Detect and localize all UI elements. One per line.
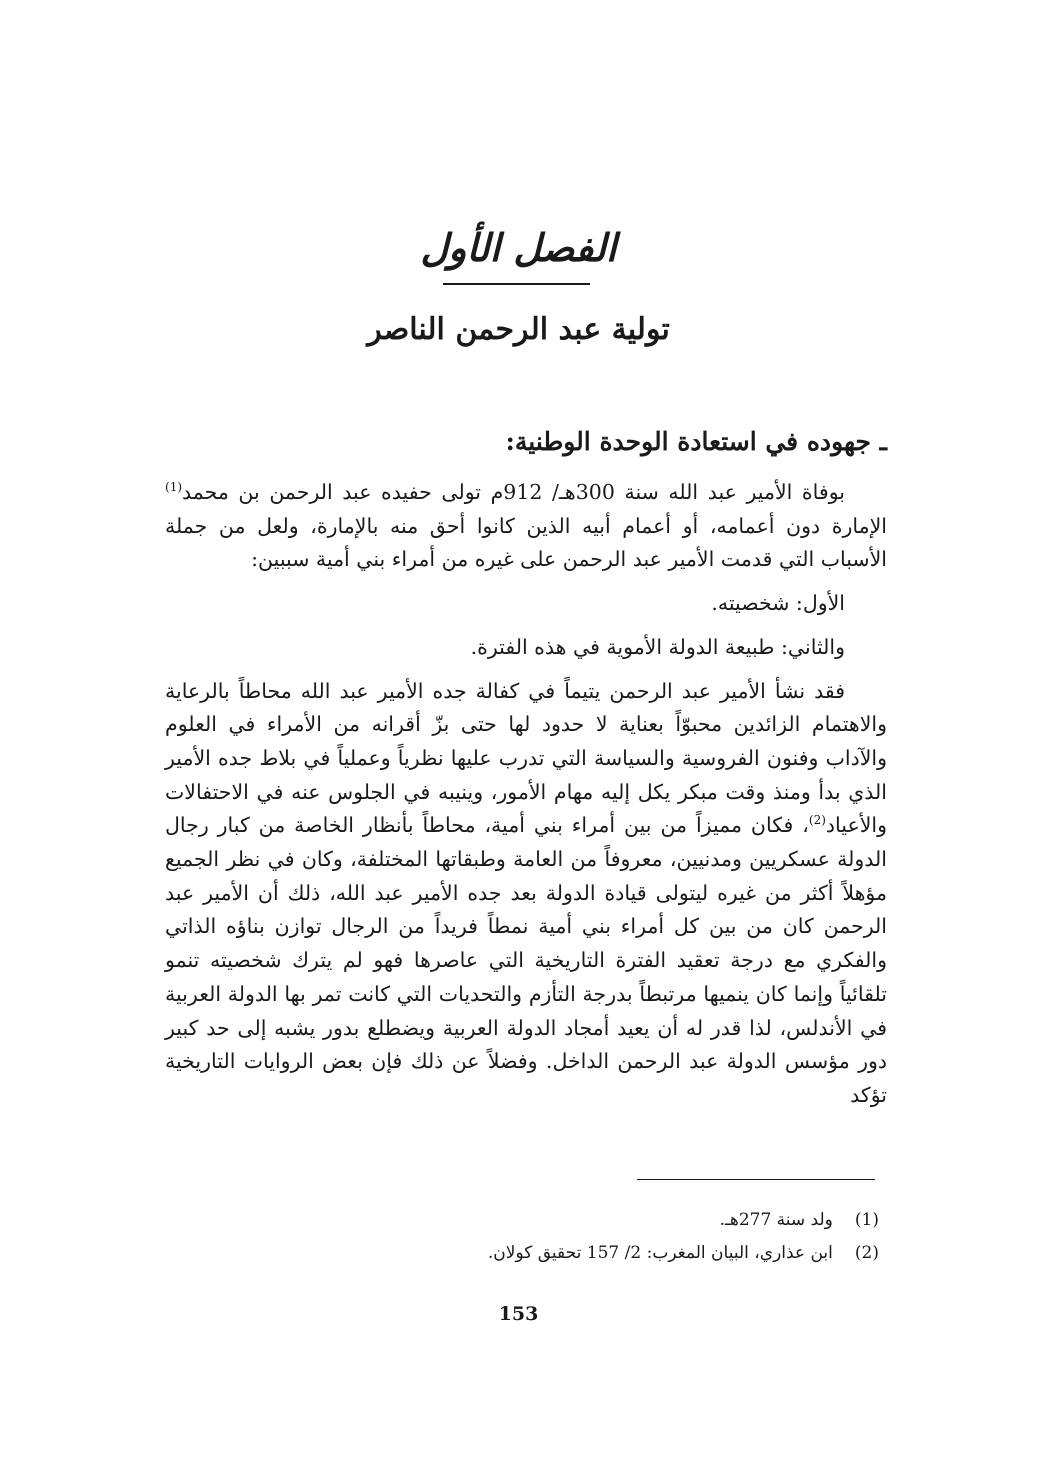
paragraph-4 (165, 675, 887, 1113)
footnote-divider (637, 1179, 875, 1180)
section-heading: ـ جهوده في استعادة الوحدة الوطنية: (505, 427, 887, 456)
footnote-ref-2: (2) (808, 813, 826, 828)
paragraph-4-continued: ، فكان مميزاً من بين أمراء بني أمية، محاطاً بأنظار الخاصة من كبار رجال الدولة عسكريين ومدنيين، معروفاً من العامة وطبقاتها المختلفة، وكان في نظر الجميع مؤهلاً أكثر من غيره ليتولى قيادة الدولة بعد جده الأمير عبد الله، ذلك أن الأمير عبد الرحمن كان من بين كل أمراء بني أمية نمطاً فريداً من الرجال توازن بناؤه الذاتي والفكري مع درجة تعقيد الفترة التاريخية التي عاصرها فهو لم يترك شخصيته تنمو تلقائياً وإنما كان ينميها مرتبطاً بدرجة التأزم والتحديات التي كانت تمر بها الدولة العربية في الأندلس، لذا قدر له أن يعيد أمجاد الدولة العربية ويضطلع بدور يشبه إلى حد كبير دور مؤسس الدولة عبد الرحمن الداخل. وفضلاً عن ذلك فإن بعض الروايات التاريخية تؤكد (165, 813, 887, 1107)
footnote-1 (229, 1206, 879, 1234)
chapter-title: تولية عبد الرحمن الناصر (367, 312, 670, 347)
footnotes (229, 1206, 879, 1272)
paragraph-1-continued: الإمارة دون أعمامه، أو أعمام أبيه الذين كانوا أحق منه بالإمارة، ولعل من جملة الأسباب التي قدمت الأمير عبد الرحمن على غيره من أمراء بني أمية سببين: (165, 513, 887, 572)
footnote-text: ولد سنة 277هـ. (719, 1210, 833, 1230)
paragraph-2: الأول: شخصيته. (711, 591, 845, 616)
paragraph-4-text: فقد نشأ الأمير عبد الرحمن يتيماً في كفالة جده الأمير عبد الله محاطاً بالرعاية والاهتمام الزائدين محبوّاً بعناية لا حدود لها حتى بزّ أقرانه من الأمراء في العلوم والآداب وفنون الفروسية والسياسة التي تدرب عليها نظرياً وعملياً في بلاط جده الأمير الذي بدأ ومنذ وقت مبكر يكل إليه مهام الأمور، وينيبه في الجلوس عنه في الاحتفالات والأعياد (165, 678, 887, 838)
page-number: 153 (498, 1303, 539, 1325)
paragraph-1 (165, 476, 887, 577)
footnote-ref-1: (1) (165, 480, 183, 495)
paragraph-3: والثاني: طبيعة الدولة الأموية في هذه الفترة. (470, 634, 845, 659)
chapter-divider (443, 283, 590, 285)
footnote-number: (2) (854, 1243, 879, 1263)
footnote-2 (229, 1239, 879, 1267)
chapter-label: الفصل الأول (420, 225, 617, 270)
footnote-number: (1) (854, 1210, 879, 1230)
paragraph-1-text: بوفاة الأمير عبد الله سنة 300هـ/ 912م تولى حفيده عبد الرحمن بن محمد (182, 480, 845, 504)
body-text (165, 476, 887, 1113)
footnote-text: ابن عذاري، البيان المغرب: 2/ 157 تحقيق كولان. (487, 1243, 833, 1263)
